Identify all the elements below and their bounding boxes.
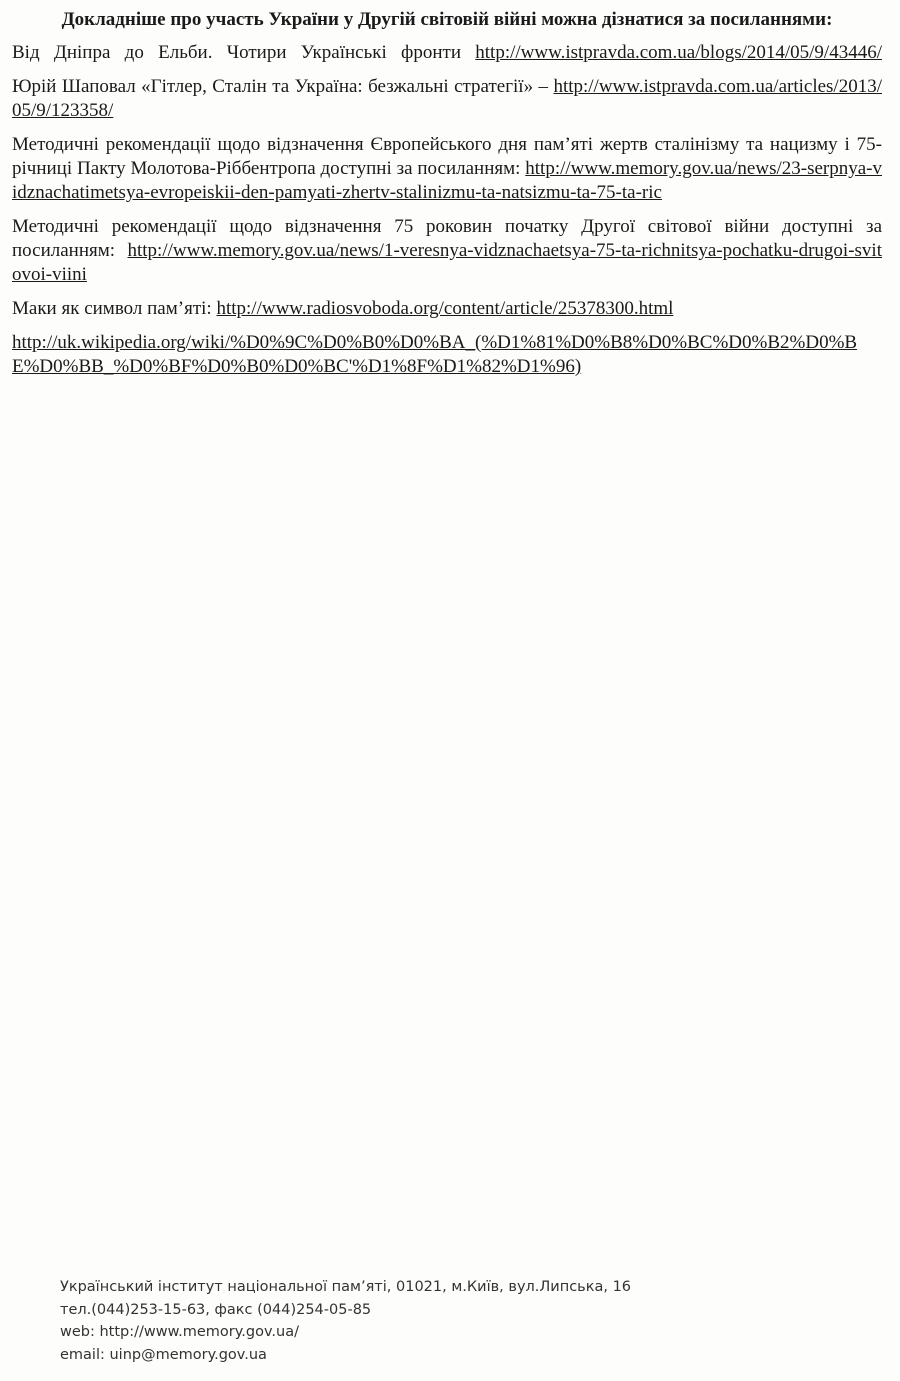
reference-link[interactable]: http://www.memory.gov.ua/news/1-veresnya-vidznachaetsya-75-ta-richnitsya-pochatku-drugoi-svitovoi-viini: [12, 240, 882, 285]
reference-text: Методичні рекомендації щодо відзначення 75 роковин початку Другої світової війни доступні за посиланням:: [12, 216, 882, 261]
page-footer: [60, 1276, 760, 1366]
reference-text: Юрій Шаповал «Гітлер, Сталін та Україна: безжальні стратегії» –: [12, 76, 554, 97]
reference-item-4: [12, 215, 882, 287]
reference-text: Методичні рекомендації щодо відзначення Європейського дня пам’яті жертв сталінізму та нацизму і 75-річниці Пакту Молотова-Ріббентропа доступні за посиланням:: [12, 134, 882, 179]
reference-item-5: [12, 297, 882, 321]
reference-item-2: [12, 75, 882, 123]
reference-link[interactable]: http://www.memory.gov.ua/news/23-serpnya-vidznachatimetsya-evropeiskii-den-pamyati-zhertv-stalinizmu-ta-natsizmu-ta-75-ta-ric: [12, 158, 882, 203]
document-page: [12, 8, 882, 389]
reference-item-1: [12, 41, 882, 65]
reference-link[interactable]: http://www.radiosvoboda.org/content/article/25378300.html: [216, 298, 674, 319]
reference-text: Від Дніпра до Ельби. Чотири Українські фронти: [12, 42, 476, 63]
reference-link[interactable]: http://www.istpravda.com.ua/blogs/2014/05/9/43446/: [475, 42, 882, 63]
reference-link[interactable]: http://www.istpravda.com.ua/articles/2013/05/9/123358/: [12, 76, 882, 121]
footer-email: email: uinp@memory.gov.ua: [60, 1346, 267, 1363]
document-heading: Докладніше про участь України у Другій світовій війні можна дізнатися за посиланнями:: [61, 9, 833, 30]
footer-web: web: http://www.memory.gov.ua/: [60, 1324, 299, 1340]
reference-item-3: [12, 133, 882, 205]
footer-phone: тел.(044)253-15-63, факс (044)254-05-85: [60, 1301, 372, 1318]
reference-item-6: [12, 331, 882, 379]
reference-link[interactable]: http://uk.wikipedia.org/wiki/%D0%9C%D0%B0%D0%BA_(%D1%81%D0%B8%D0%BC%D0%B2%D0%BE%D0%BB_%D0%BF%D0%B0%D0%BC'%D1%8F%D1%82%D1%96): [12, 332, 858, 377]
footer-address: Український інститут національної пам’яті, 01021, м.Київ, вул.Липська, 16: [60, 1279, 632, 1295]
reference-text: Маки як символ пам’яті:: [12, 298, 217, 319]
